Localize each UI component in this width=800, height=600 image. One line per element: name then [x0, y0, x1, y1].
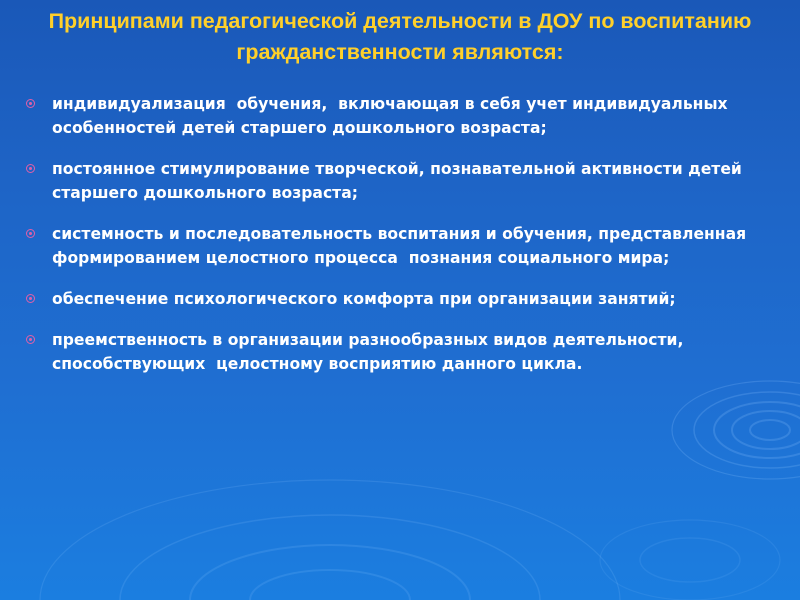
principles-list — [25, 92, 785, 393]
ring-bullet-icon — [26, 164, 35, 173]
ring-bullet-icon — [26, 99, 35, 108]
list-item-text: обеспечение психологического комфорта при организации занятий; — [52, 290, 676, 308]
list-item-text: системность и последовательность воспитания и обучения, представленная формированием целостного процесса познания социального мира; — [52, 225, 757, 267]
list-item-text: постоянное стимулирование творческой, познавательной активности детей старшего дошкольного возраста; — [52, 160, 748, 202]
list-item — [25, 92, 785, 140]
list-item — [25, 157, 785, 205]
ring-bullet-icon — [26, 229, 35, 238]
list-item-text: индивидуализация обучения, включающая в себя учет индивидуальных особенностей детей старшего дошкольного возраста; — [52, 95, 734, 137]
ring-bullet-icon — [26, 335, 35, 344]
list-item-text: преемственность в организации разнообразных видов деятельности, способствующих целостному восприятию данного цикла. — [52, 331, 689, 373]
list-item — [25, 222, 785, 270]
list-item — [25, 328, 785, 376]
ring-bullet-icon — [26, 294, 35, 303]
slide-title: Принципами педагогической деятельности в ДОУ по воспитанию гражданственности являются: — [48, 9, 752, 64]
list-item — [25, 287, 785, 311]
